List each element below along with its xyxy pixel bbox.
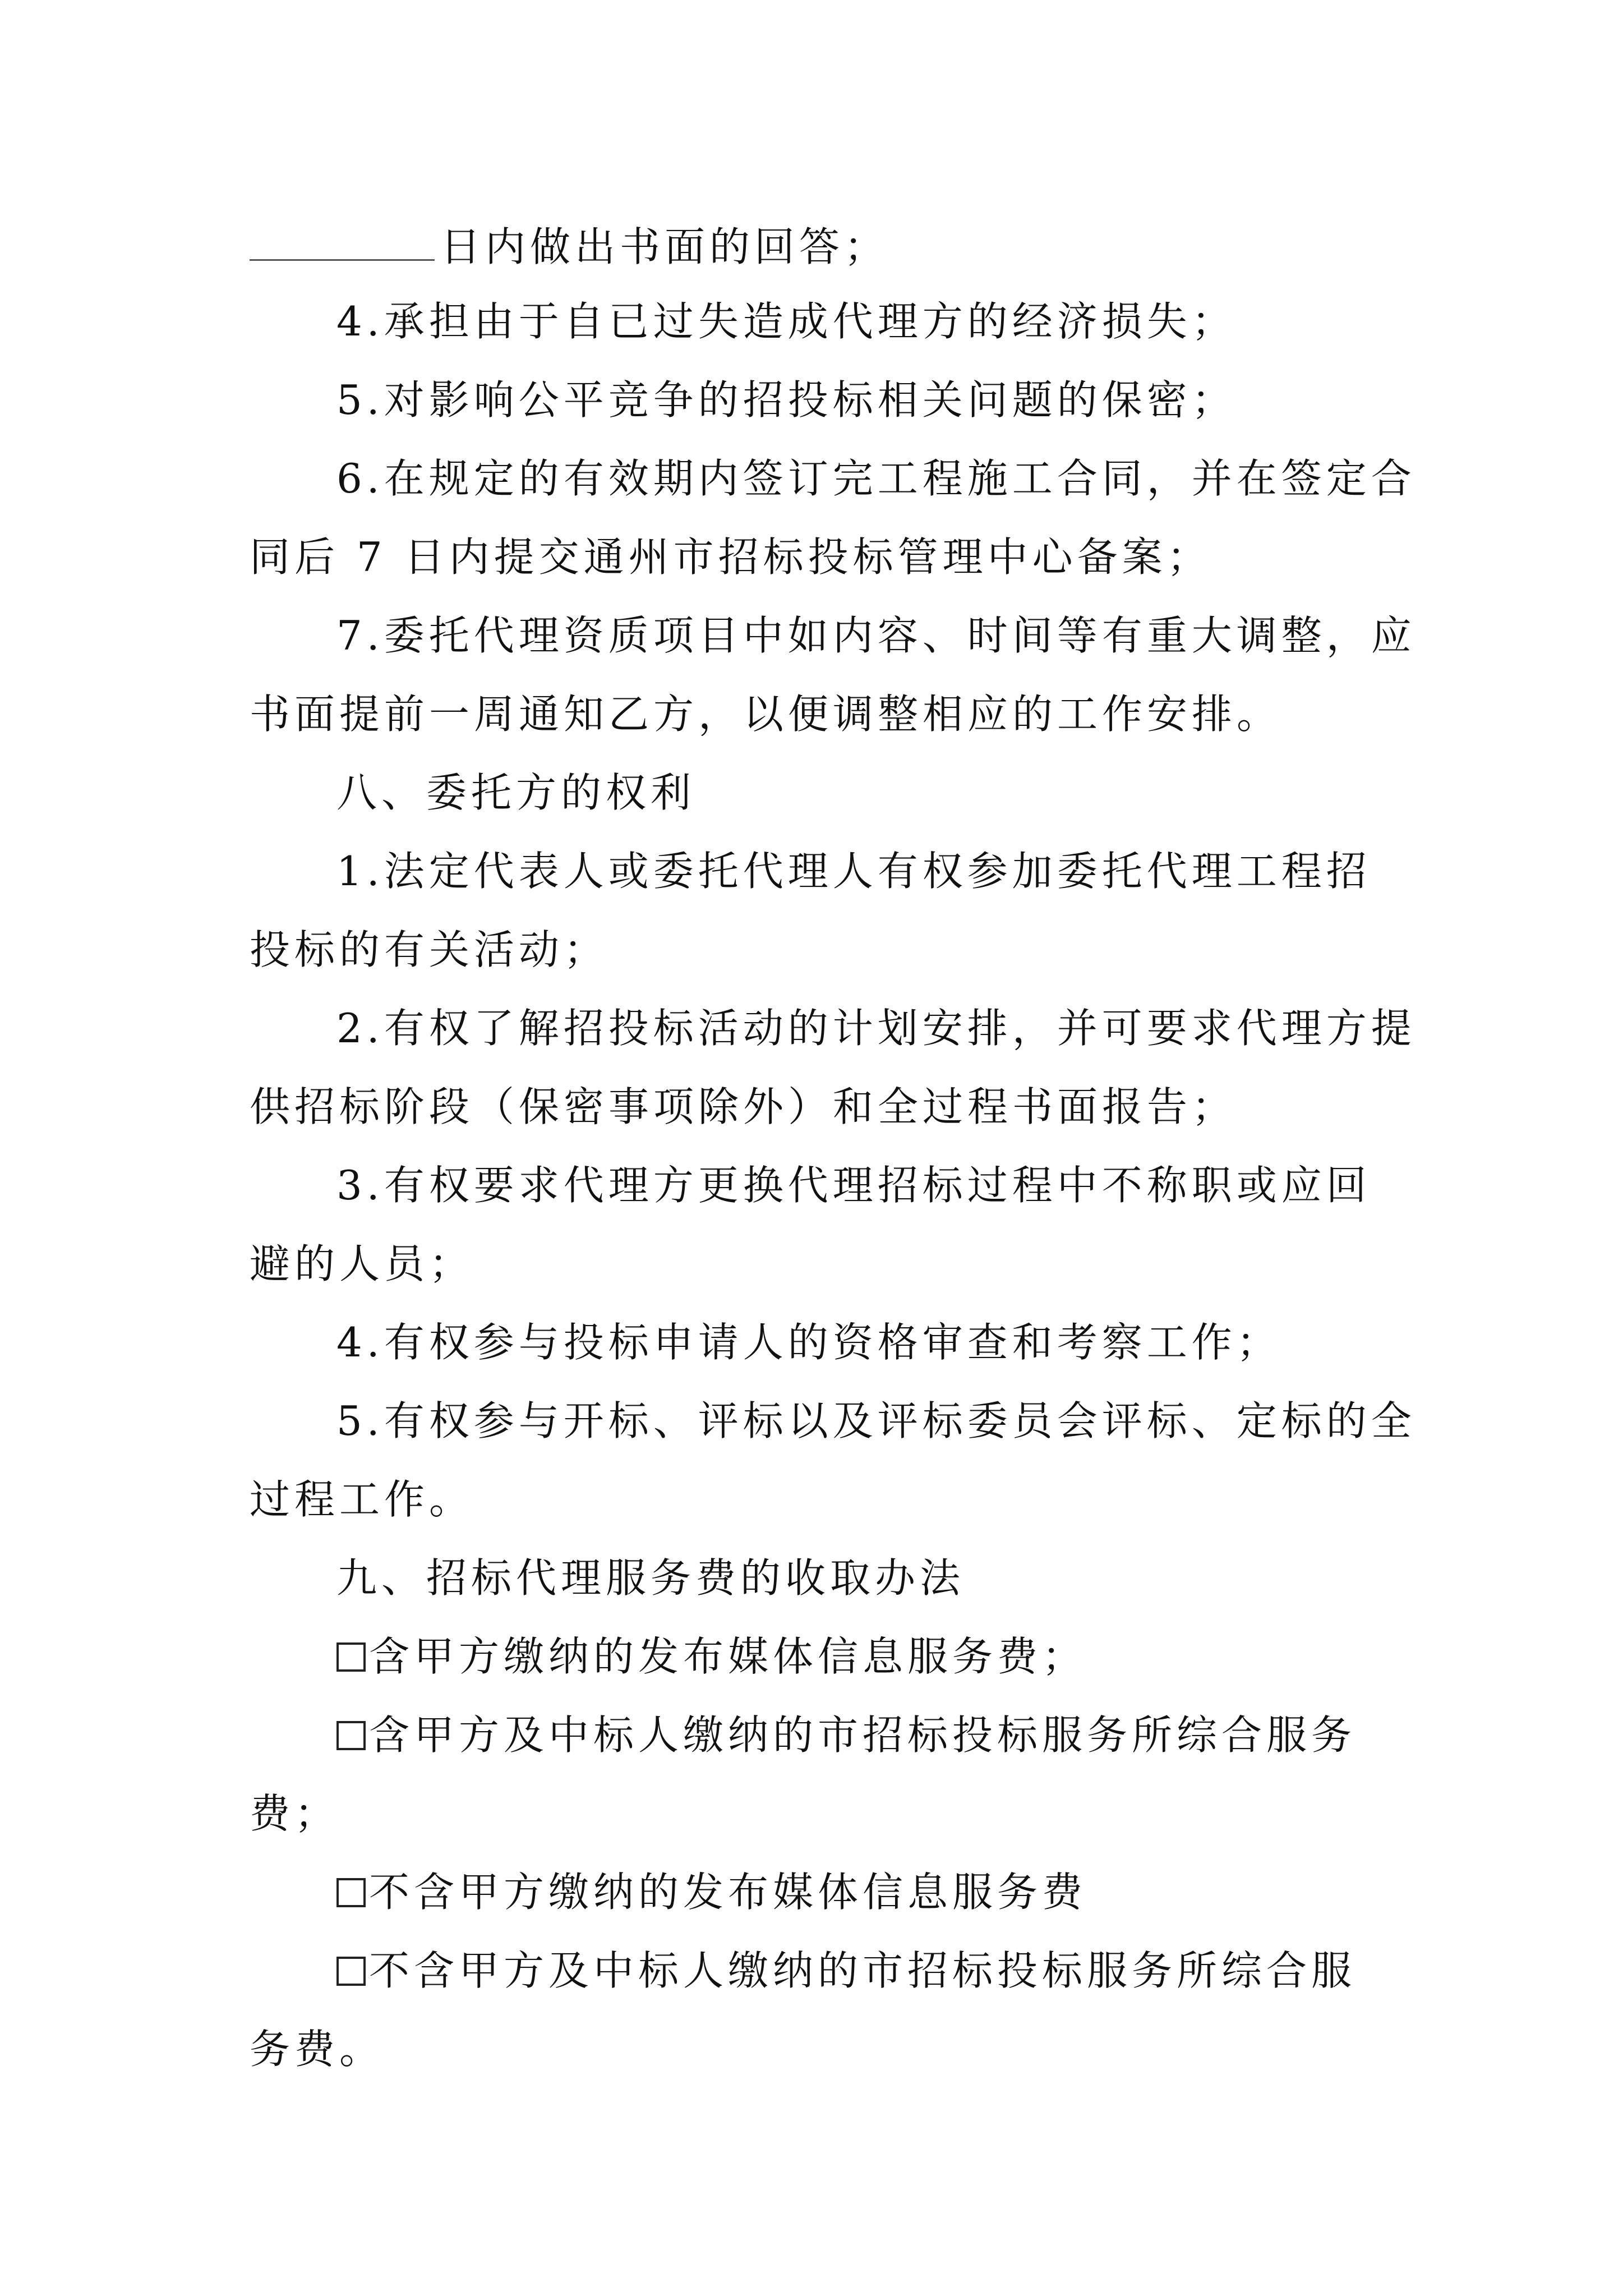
paragraph-line [250, 687, 1391, 743]
line-text: 5.有权参与开标、评标以及评标委员会评标、定标的全 [336, 1397, 1416, 1444]
blank-underline [250, 220, 435, 261]
paragraph-line [250, 1237, 1391, 1293]
paragraph-line [250, 530, 1391, 586]
option-line [336, 1708, 1391, 1764]
line-text: 5.对影响公平竞争的招投标相关问题的保密； [336, 376, 1237, 424]
line-text: 务费。 [250, 2026, 385, 2073]
line-text: 投标的有关活动； [250, 926, 609, 973]
line-text: 不含甲方缴纳的发布媒体信息服务费 [369, 1869, 1087, 1916]
paragraph-line [336, 295, 1391, 351]
line-text: 4.承担由于自已过失造成代理方的经济损失； [336, 298, 1237, 345]
line-text: 6.在规定的有效期内签订完工程施工合同，并在签定合 [336, 455, 1416, 502]
line-text: 费； [250, 1790, 340, 1837]
option-line [336, 1630, 1391, 1686]
checkbox[interactable] [336, 1878, 366, 1907]
line-text: 日内做出书面的回答； [440, 223, 889, 270]
line-text: 同后 7 日内提交通州市招标投标管理中心备案； [250, 533, 1212, 581]
paragraph-line [250, 2022, 1391, 2078]
checkbox[interactable] [336, 1721, 366, 1750]
line-text: 7.委托代理资质项目中如内容、时间等有重大调整，应 [336, 612, 1416, 659]
line-text: 避的人员； [250, 1240, 474, 1287]
paragraph-line [250, 1787, 1391, 1843]
line-text: 九、招标代理服务费的收取办法 [336, 1554, 965, 1602]
line-text: 2.有权了解招投标活动的计划安排，并可要求代理方提 [336, 1005, 1416, 1052]
checkbox[interactable] [336, 1957, 366, 1986]
line-text: 书面提前一周通知乙方，以便调整相应的工作安排。 [250, 691, 1282, 738]
line-text: 3.有权要求代理方更换代理招标过程中不称职或应回 [336, 1162, 1371, 1209]
line-text: 含甲方缴纳的发布媒体信息服务费； [369, 1633, 1087, 1680]
paragraph-line [336, 1158, 1391, 1214]
paragraph-line [250, 1473, 1391, 1529]
paragraph-line [250, 220, 1391, 276]
line-text: 过程工作。 [250, 1476, 474, 1523]
paragraph-line [336, 844, 1391, 900]
paragraph-line [250, 923, 1391, 979]
option-line [336, 1944, 1391, 2000]
paragraph-line [336, 452, 1416, 508]
line-text: 八、委托方的权利 [336, 769, 696, 816]
checkbox[interactable] [336, 1642, 366, 1672]
line-text: 不含甲方及中标人缴纳的市招标投标服务所综合服 [369, 1947, 1357, 1994]
section-heading [336, 766, 1391, 822]
paragraph-line [336, 609, 1416, 665]
paragraph-line [336, 373, 1391, 429]
paragraph-line [336, 1001, 1416, 1057]
line-text: 4.有权参与投标申请人的资格审查和考察工作； [336, 1319, 1281, 1366]
paragraph-line [336, 1315, 1391, 1372]
line-text: 供招标阶段（保密事项除外）和全过程书面报告； [250, 1083, 1237, 1130]
paragraph-line [250, 1080, 1391, 1136]
paragraph-line [336, 1394, 1416, 1450]
line-text: 含甲方及中标人缴纳的市招标投标服务所综合服务 [369, 1711, 1357, 1759]
option-line [336, 1865, 1391, 1921]
section-heading [336, 1551, 1391, 1607]
line-text: 1.法定代表人或委托代理人有权参加委托代理工程招 [336, 848, 1371, 895]
